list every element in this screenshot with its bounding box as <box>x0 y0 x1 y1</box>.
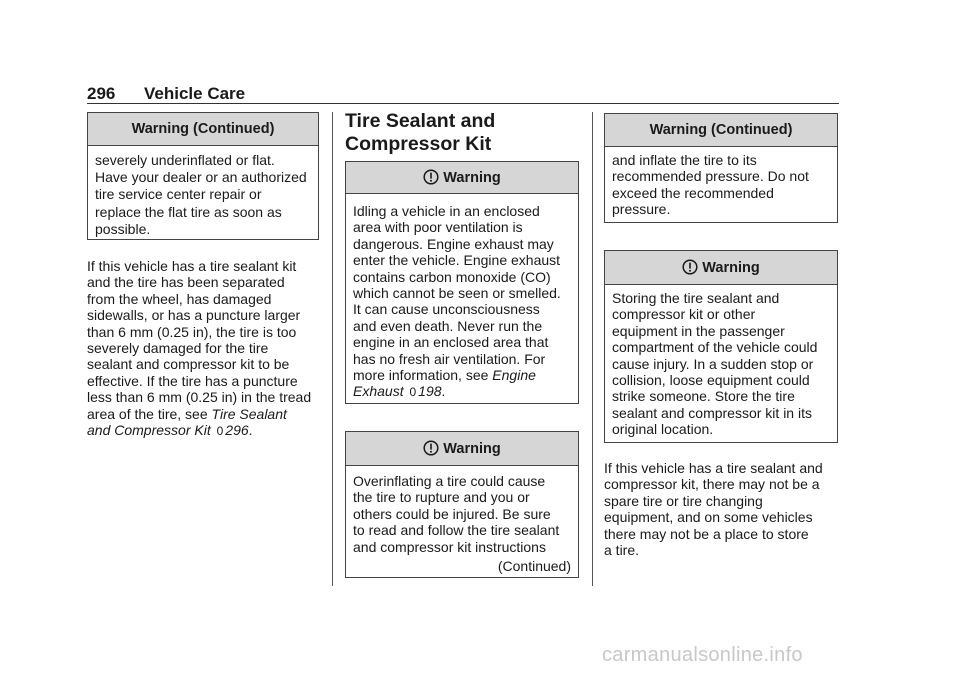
text-line: strike someone. Store the tire <box>612 388 795 405</box>
text-line: equipment, and on some vehicles <box>604 509 813 526</box>
cross-reference-link[interactable]: Exhaust <box>353 383 404 400</box>
text-line: others could be injured. Be sure <box>353 505 551 522</box>
text-line: contains carbon monoxide (CO) <box>353 268 551 285</box>
text-line: possible. <box>95 220 151 237</box>
text-line: there may not be a place to store <box>604 525 809 542</box>
text-line: more information, see Engine <box>353 367 536 384</box>
text-line: pressure. <box>612 201 671 218</box>
text-line: area of the tire, see Tire Sealant <box>87 405 287 422</box>
cross-reference-page[interactable]: 198 <box>418 383 442 400</box>
body-paragraph <box>87 258 311 439</box>
text-line: recommended pressure. Do not <box>612 168 809 185</box>
text-line: engine in an enclosed area that <box>353 334 549 351</box>
column-divider <box>332 112 333 586</box>
warning-box-heading: Warning <box>605 251 837 285</box>
section-heading: Tire Sealant and Compressor Kit <box>345 110 496 155</box>
text-line: from the wheel, has damaged <box>87 290 272 307</box>
text-line: Overinflating a tire could cause <box>353 473 546 489</box>
text-line: the tire to rupture and you or <box>353 489 530 506</box>
text-line: and even death. Never run the <box>353 317 543 334</box>
text-line: compartment of the vehicle could <box>612 339 818 356</box>
text-line: Exhaust 0 198. <box>353 383 446 400</box>
text-line: collision, loose equipment could <box>612 372 810 389</box>
page-ref-icon: 0 <box>216 424 224 439</box>
text-line: Storing the tire sealant and <box>612 290 780 306</box>
cross-reference-link[interactable]: Tire Sealant <box>211 405 287 422</box>
text-line: area with poor ventilation is <box>353 219 523 236</box>
text-line: Have your dealer or an authorized <box>95 169 307 186</box>
text-line: and Compressor Kit 0 296. <box>87 422 253 439</box>
body-paragraph <box>604 460 823 558</box>
header-rule <box>87 103 839 104</box>
cross-reference-page[interactable]: 296 <box>225 422 249 439</box>
warning-box-body <box>346 194 578 401</box>
warning-icon <box>682 254 698 288</box>
text-line: to read and follow the tire sealant <box>353 522 560 539</box>
text-line: and the tire has been separated <box>87 274 285 291</box>
warning-icon <box>423 435 439 469</box>
text-line: a tire. <box>604 542 640 559</box>
warning-box-storage <box>604 250 838 443</box>
text-line: equipment in the passenger <box>612 322 785 339</box>
watermark: carmanualsonline.info <box>602 644 803 666</box>
cross-reference-link[interactable]: and Compressor Kit <box>87 422 211 439</box>
text-line: less than 6 mm (0.25 in) in the tread <box>87 389 312 406</box>
text-line: dangerous. Engine exhaust may <box>353 235 554 252</box>
text-line: spare tire or tire changing <box>604 492 763 509</box>
warning-box-continued <box>87 112 319 240</box>
warning-icon <box>423 165 439 197</box>
text-line: than 6 mm (0.25 in), the tire is too <box>87 323 297 340</box>
text-line: exceed the recommended <box>612 184 774 201</box>
page-number: 296 <box>87 84 116 103</box>
warning-box-body <box>346 466 578 574</box>
warning-box-overinflating <box>345 431 579 578</box>
text-line: Idling a vehicle in an enclosed <box>353 203 540 219</box>
text-line: sealant and compressor kit in its <box>612 404 812 421</box>
warning-box-exhaust <box>345 161 579 404</box>
text-line: It can cause unconsciousness <box>353 301 540 318</box>
warning-box-heading: Warning <box>346 432 578 466</box>
text-line: sidewalls, or has a puncture larger <box>87 307 301 324</box>
warning-box-heading: Warning <box>346 162 578 194</box>
text-line: and compressor kit instructions <box>353 538 546 555</box>
warning-box-body <box>605 285 837 438</box>
page-ref-icon: 0 <box>409 385 417 400</box>
text-line: effective. If the tire has a puncture <box>87 372 298 389</box>
warning-box-continued <box>604 113 838 223</box>
section-title-header: Vehicle Care <box>144 84 246 103</box>
text-line: severely underinflated or flat. <box>95 152 275 168</box>
text-line: severely damaged for the tire <box>87 340 269 357</box>
warning-box-body <box>605 147 837 218</box>
text-line: replace the flat tire as soon as <box>95 203 282 220</box>
text-line: tire service center repair or <box>95 186 262 203</box>
cross-reference-link[interactable]: Engine <box>492 367 536 384</box>
warning-box-heading: Warning (Continued) <box>605 114 837 147</box>
text-line: enter the vehicle. Engine exhaust <box>353 252 561 269</box>
text-line: If this vehicle has a tire sealant and <box>604 460 823 476</box>
text-line: has no fresh air ventilation. For <box>353 350 546 367</box>
text-line: and inflate the tire to its <box>612 152 757 168</box>
warning-box-body <box>88 146 318 238</box>
text-line: If this vehicle has a tire sealant kit <box>87 258 297 274</box>
column-divider <box>592 112 593 586</box>
text-line: sealant and compressor kit to be <box>87 356 290 373</box>
text-line: cause injury. In a sudden stop or <box>612 355 814 372</box>
text-line: original location. <box>612 421 714 438</box>
text-line: compressor kit, there may not be a <box>604 476 820 493</box>
text-line: compressor kit or other <box>612 306 756 323</box>
warning-box-heading: Warning (Continued) <box>88 113 318 146</box>
continued-label: (Continued) <box>497 558 571 575</box>
text-line: which cannot be seen or smelled. <box>353 285 561 302</box>
